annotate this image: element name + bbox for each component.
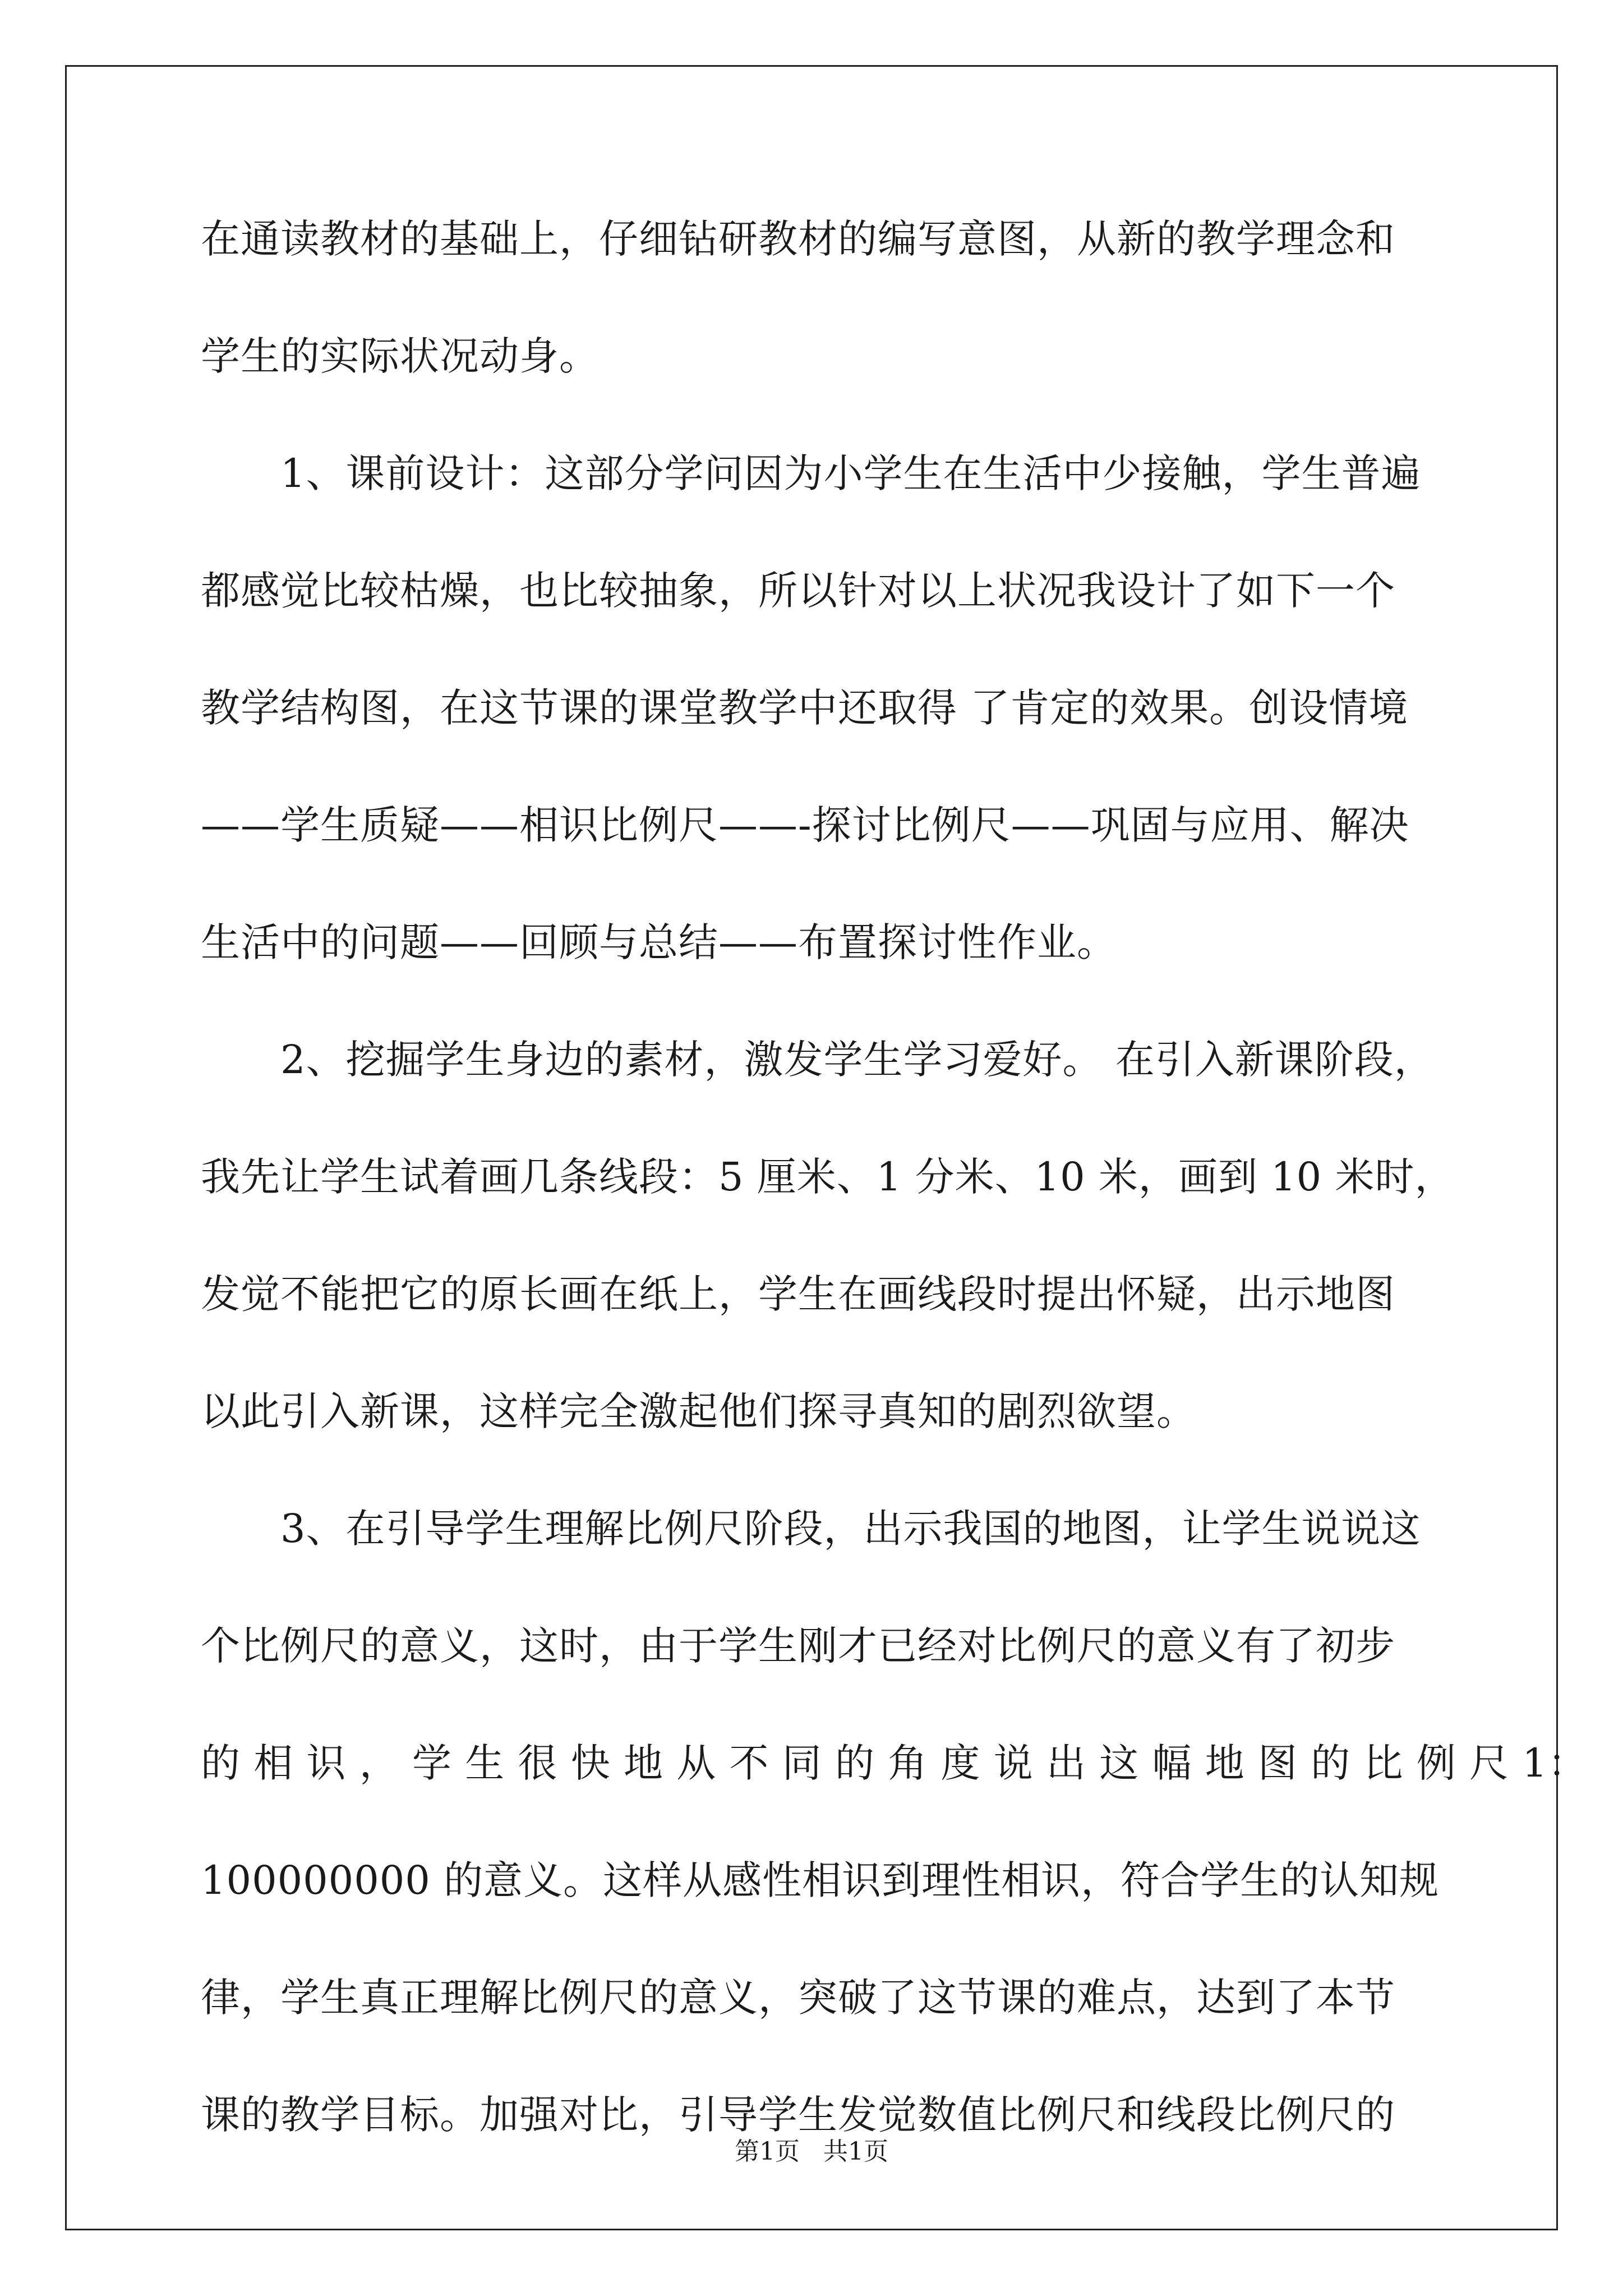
text-line: 1、课前设计：这部分学问因为小学生在生活中少接触，学生普遍 — [201, 450, 1421, 496]
text-line: 都感觉比较枯燥，也比较抽象，所以针对以上状况我设计了如下一个 — [201, 568, 1395, 614]
text-line: 2、挖掘学生身边的素材，激发学生学习爱好。 在引入新课阶段， — [201, 1037, 1434, 1083]
text-line: 我先让学生试着画几条线段：5 厘米、1 分米、10 米，画到 10 米时， — [201, 1154, 1455, 1200]
text-line: 律，学生真正理解比例尺的意义，突破了这节课的难点，达到了本节 — [201, 1975, 1395, 2021]
text-line: 100000000 的意义。这样从感性相识到理性相识，符合学生的认知规 — [201, 1857, 1440, 1903]
text-line: 生活中的问题——回顾与总结——布置探讨性作业。 — [201, 919, 1117, 965]
text-line: 课的教学目标。加强对比，引导学生发觉数值比例尺和线段比例尺的 — [201, 2092, 1395, 2138]
text-line: 个比例尺的意义，这时，由于学生刚才已经对比例尺的意义有了初步 — [201, 1623, 1395, 1669]
text-line: 在通读教材的基础上，仔细钻研教材的编写意图，从新的教学理念和 — [201, 216, 1395, 262]
text-line: 发觉不能把它的原长画在纸上，学生在画线段时提出怀疑，出示地图 — [201, 1271, 1395, 1317]
text-line: 教学结构图，在这节课的课堂教学中还取得 了肯定的效果。创设情境 — [201, 685, 1409, 731]
text-line: 3、在引导学生理解比例尺阶段，出示我国的地图，让学生说说这 — [201, 1506, 1421, 1552]
text-line: 的 相 识 ， 学 生 很 快 地 从 不 同 的 角 度 说 出 这 幅 地 图 的 比 例 尺 1： — [201, 1740, 1588, 1786]
text-line: 学生的实际状况动身。 — [201, 333, 599, 379]
page-number-footer: 第1页 共1页 — [735, 2137, 888, 2166]
text-line: ——学生质疑——相识比例尺——-探讨比例尺——巩固与应用、解决 — [201, 802, 1409, 848]
text-line: 以此引入新课，这样完全激起他们探寻真知的剧烈欲望。 — [201, 1388, 1196, 1434]
